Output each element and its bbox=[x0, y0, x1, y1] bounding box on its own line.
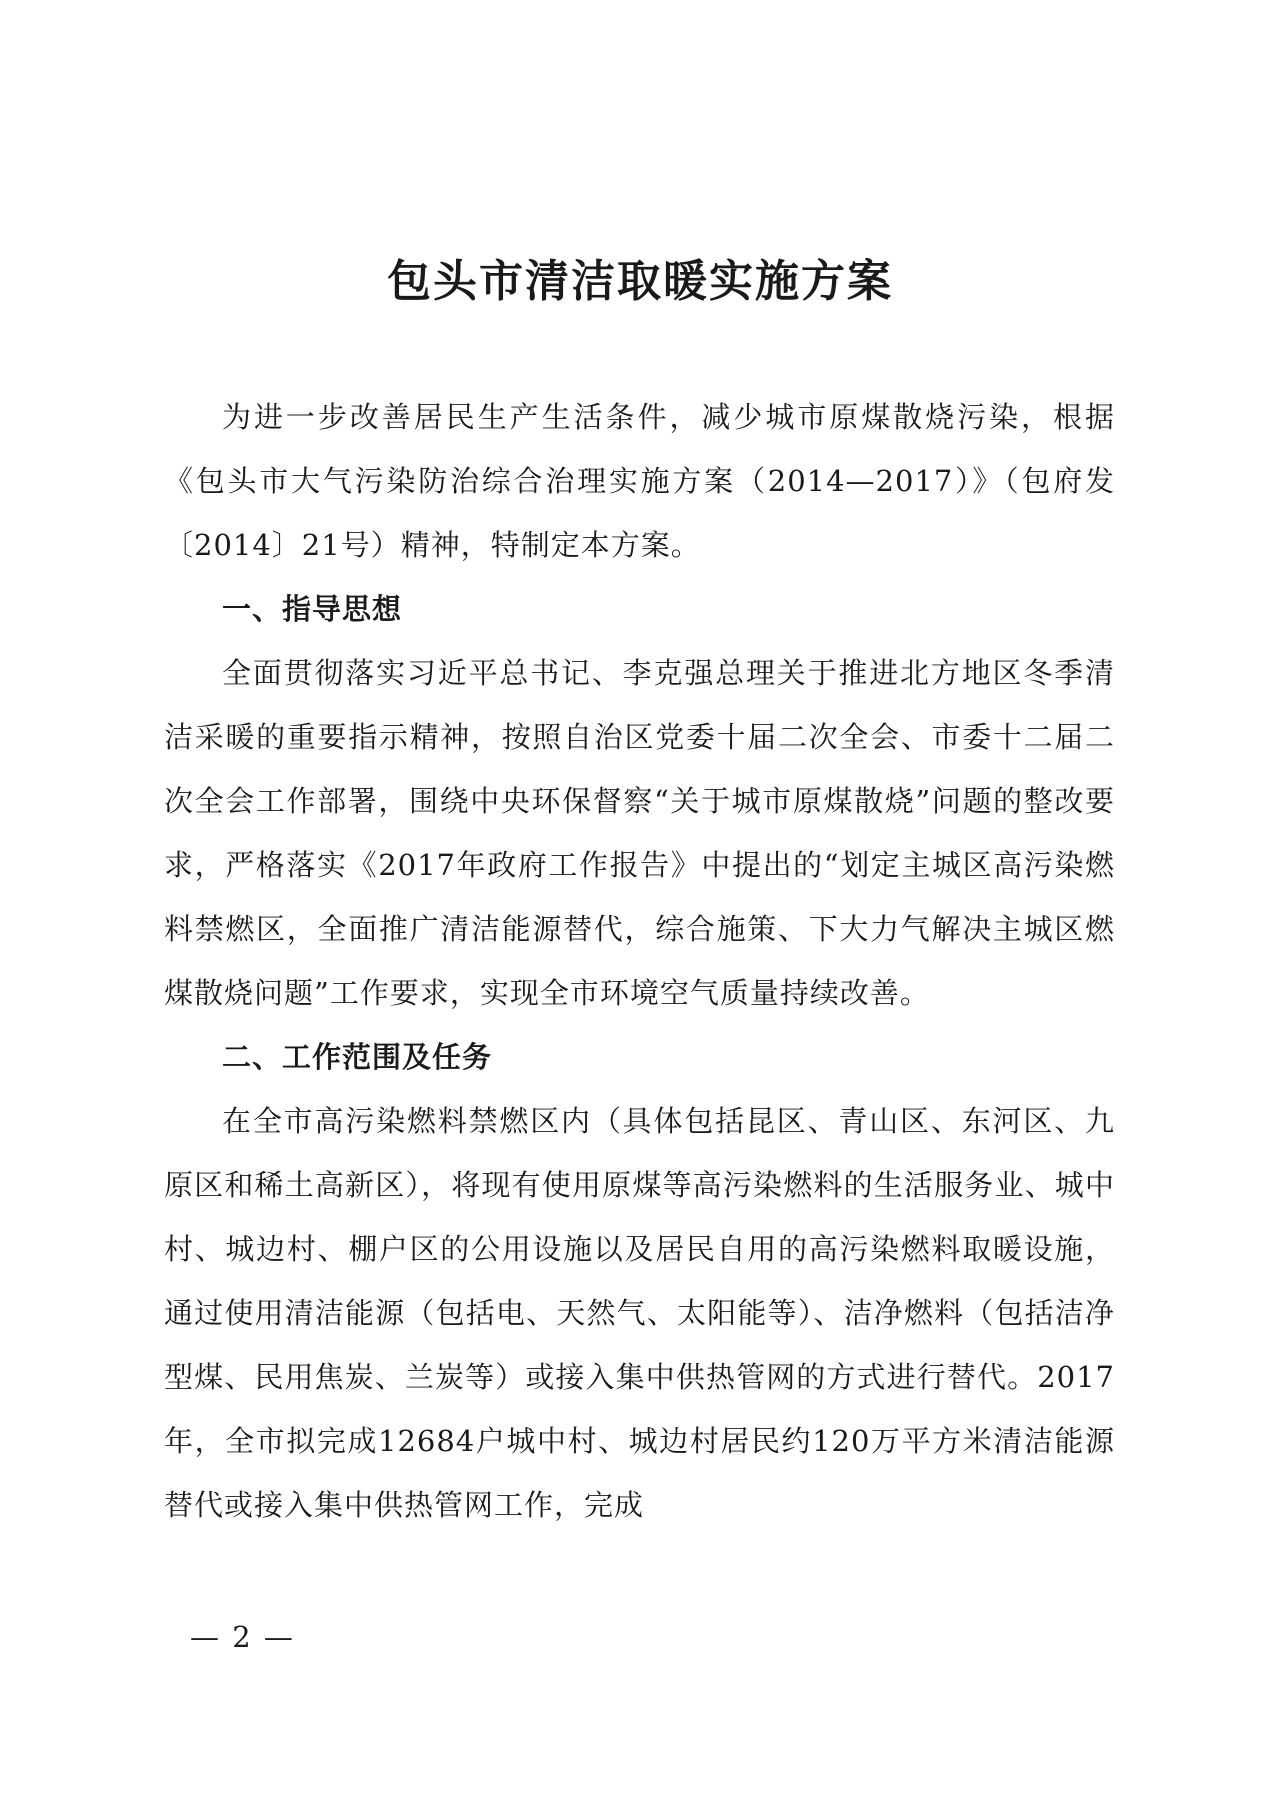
guiding-ideology-paragraph: 全面贯彻落实习近平总书记、李克强总理关于推进北方地区冬季清洁采暖的重要指示精神，按照自治区党委十届二次全会、市委十二届二次全会工作部署，围绕中央环保督察“关于城市原煤散烧”问题的整改要求，严格落实《2017年政府工作报告》中提出的“划定主城区高污染燃料禁燃区，全面推广清洁能源替代，综合施策、下大力气解决主城区燃煤散烧问题”工作要求，实现全市环境空气质量持续改善。 bbox=[164, 656, 1115, 1010]
document-body bbox=[164, 385, 1115, 1537]
scope-and-tasks-paragraph: 在全市高污染燃料禁燃区内（具体包括昆区、青山区、东河区、九原区和稀土高新区），将现有使用原煤等高污染燃料的生活服务业、城中村、城边村、棚户区的公用设施以及居民自用的高污染燃料取暖设施，通过使用清洁能源（包括电、天然气、太阳能等）、洁净燃料（包括洁净型煤、民用焦炭、兰炭等）或接入集中供热管网的方式进行替代。2017年，全市拟完成12684户城中村、城边村居民约120万平方米清洁能源替代或接入集中供热管网工作，完成 bbox=[164, 1104, 1115, 1522]
page-number: — 2 — bbox=[190, 1620, 295, 1654]
section-heading-guiding-ideology: 一、指导思想 bbox=[222, 592, 403, 626]
section-heading-scope-and-tasks: 二、工作范围及任务 bbox=[222, 1040, 493, 1074]
document-title: 包头市清洁取暖实施方案 bbox=[387, 256, 893, 307]
intro-paragraph: 为进一步改善居民生产生活条件，减少城市原煤散烧污染，根据《包头市大气污染防治综合治理实施方案（2014—2017）》（包府发〔2014〕21号）精神，特制定本方案。 bbox=[164, 400, 1115, 562]
